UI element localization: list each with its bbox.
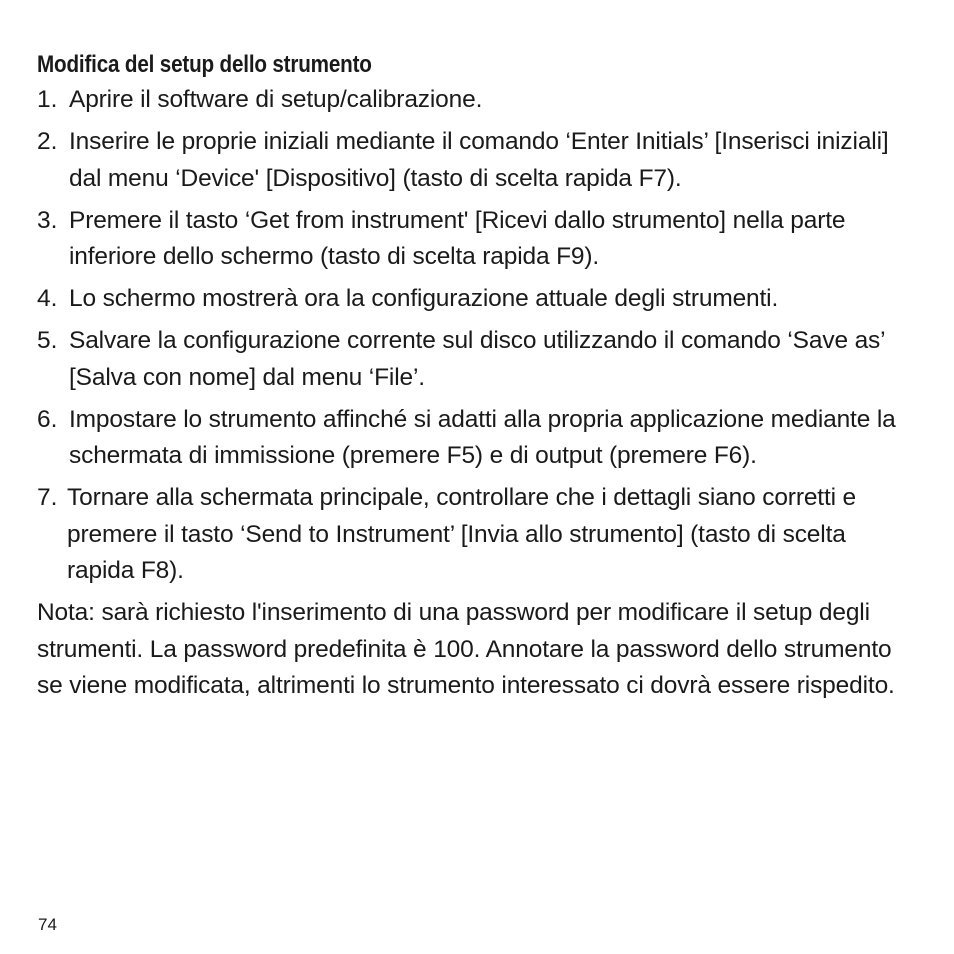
step-text: Lo schermo mostrerà ora la configurazione attuale degli strumenti. — [69, 285, 779, 312]
document-page — [37, 48, 917, 705]
list-item — [37, 124, 917, 197]
list-item — [37, 281, 917, 318]
step-text: Aprire il software di setup/calibrazione. — [69, 86, 483, 113]
step-number: 1. — [37, 86, 58, 113]
step-text: Tornare alla schermata principale, controllare che i dettagli siano corretti e premere il tasto ‘Send to Instrument’ [Invia allo strumento] (tasto di scelta rapida F8). — [67, 484, 857, 584]
step-text: Inserire le proprie iniziali mediante il comando ‘Enter Initials’ [Inserisci iniziali] dal menu ‘Device' [Dispositivo] (tasto di scelta rapida F7). — [69, 128, 889, 192]
step-text: Impostare lo strumento affinché si adatti alla propria applicazione mediante la schermata di immissione (premere F5) e di output (premere F6). — [69, 405, 896, 469]
list-item — [37, 480, 917, 590]
step-number: 7. — [37, 484, 58, 511]
list-item — [37, 323, 917, 396]
step-number: 6. — [37, 405, 58, 433]
step-text: Premere il tasto ‘Get from instrument' [Ricevi dallo strumento] nella parte inferiore dello schermo (tasto di scelta rapida F9). — [69, 206, 846, 270]
step-number: 4. — [37, 285, 58, 312]
step-number: 5. — [37, 327, 58, 354]
list-item — [37, 402, 917, 475]
section-heading: Modifica del setup dello strumento — [37, 51, 372, 78]
steps-list — [37, 82, 917, 590]
list-item — [37, 82, 917, 119]
list-item — [37, 203, 917, 276]
step-number: 3. — [37, 206, 58, 234]
step-number: 2. — [37, 128, 58, 155]
step-text: Salvare la configurazione corrente sul disco utilizzando il comando ‘Save as’ [Salva con nome] dal menu ‘File’. — [69, 327, 885, 391]
page-number: 74 — [38, 915, 57, 934]
note-paragraph: Nota: sarà richiesto l'inserimento di una password per modificare il setup degli strumenti. La password predefinita è 100. Annotare la password dello strumento se viene modificata, altrimenti lo strumento interessato ci dovrà essere rispedito. — [37, 599, 895, 699]
